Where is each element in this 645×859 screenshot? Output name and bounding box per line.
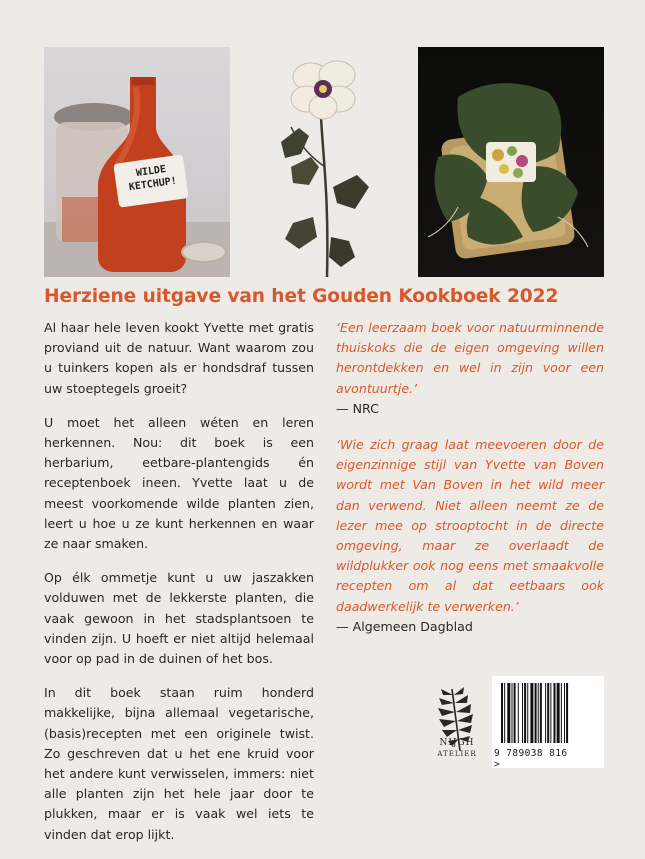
publisher-name [434,738,480,760]
barcode-bar [501,683,503,743]
barcode-bar [545,683,546,743]
description-column [44,318,314,859]
barcode-bar [504,683,505,743]
barcode-bar [518,683,519,743]
barcode-bar [554,683,556,743]
barcode-bar [564,683,565,743]
isbn-number [494,748,604,770]
description-paragraph: In dit boek staan ruim honderd makkelijke, bijna allemaal vegetarische, (basis)recepten met een originele twist. Zo geschreven dat u het ene kruid voor het andere kunt verwisselen, immers: niet alle planten zijn het hele jaar door te plukken, maar er is vaak wel iets te vinden dat erop lijkt. [44,685,314,842]
barcode-bar [524,683,526,743]
photo-pressed-flower [231,47,417,277]
barcode-bar [550,683,551,743]
publisher-name-line2: ATELIER [437,750,477,758]
review-quote-ad: ‘Wie zich graag laat meevoeren door de eigenzinnige stijl van Yvette van Boven wordt met Van Boven in het wild meer dan verwend. Niet alleen neemt ze de lezer mee op strooptocht in de directe omgeving, maar ze overlaadt de wildplukker ook nog eens met smaakvolle recepten om al dat eetbaars ook daadwerkelijk te verwerken.’ [336,437,604,614]
description-paragraph: U moet het alleen wéten en leren herkennen. Nou: dit boek is een herbarium, eetbare-plantengids én receptenboek ineen. Yvette laat u de meest voorkomende wilde planten zien, leert u hoe u ze kunt herkennen en waar ze naar smaken. [44,414,314,552]
reviews-column [336,318,604,653]
pressed-flower-illustration [231,47,417,277]
description-paragraph: Al haar hele leven kookt Yvette met gratis proviand uit de natuur. Want waarom zou u tuinkers kopen als er hondsdraf tussen uw stoeptegels groeit? [44,320,314,396]
barcode-bar [566,683,568,743]
barcode-bar [535,683,537,743]
isbn-digits: 9 789038 816 [494,748,568,759]
barcode-bar [538,683,539,743]
barcode-bar [557,683,560,743]
photo-leaf-dish [418,47,604,277]
headline: Herziene uitgave van het Gouden Kookboek 2022 [44,286,559,307]
barcode-bar [512,683,513,743]
review-quote-nrc: ‘Een leerzaam boek voor natuurminnende thuiskoks die de eigen omgeving willen herontdekken en wel in zijn voor een avontuurtje.’ [336,320,604,396]
barcode-bar [530,683,533,743]
description-paragraph: Op élk ommetje kunt u uw jaszakken volduwen met de lekkerste planten, die vaak gewoon in het stadsplantsoen te vinden zijn. U hoeft er niet altijd helemaal voor op pad in de duinen of het bos. [44,570,314,667]
publisher-name-line1: NIJGH [439,738,475,748]
barcode-bar [540,683,542,743]
barcode-bar [507,683,510,743]
isbn-barcode [499,683,599,747]
barcode-bar [522,683,523,743]
review-source-ad: — Algemeen Dagblad [336,618,473,634]
leaf-dish-illustration [418,47,604,277]
barcode-bar [547,683,549,743]
barcode-bar [514,683,516,743]
photo-wild-ketchup [44,47,230,277]
photo-strip [44,47,604,277]
barcode-bar [527,683,528,743]
review-source-nrc: — NRC [336,400,379,416]
bottle-label: WILDE KETCHUP! [128,164,178,194]
isbn-add-on-marker: > [494,759,501,770]
barcode-bar [561,683,562,743]
ketchup-bottle-illustration [44,47,230,277]
